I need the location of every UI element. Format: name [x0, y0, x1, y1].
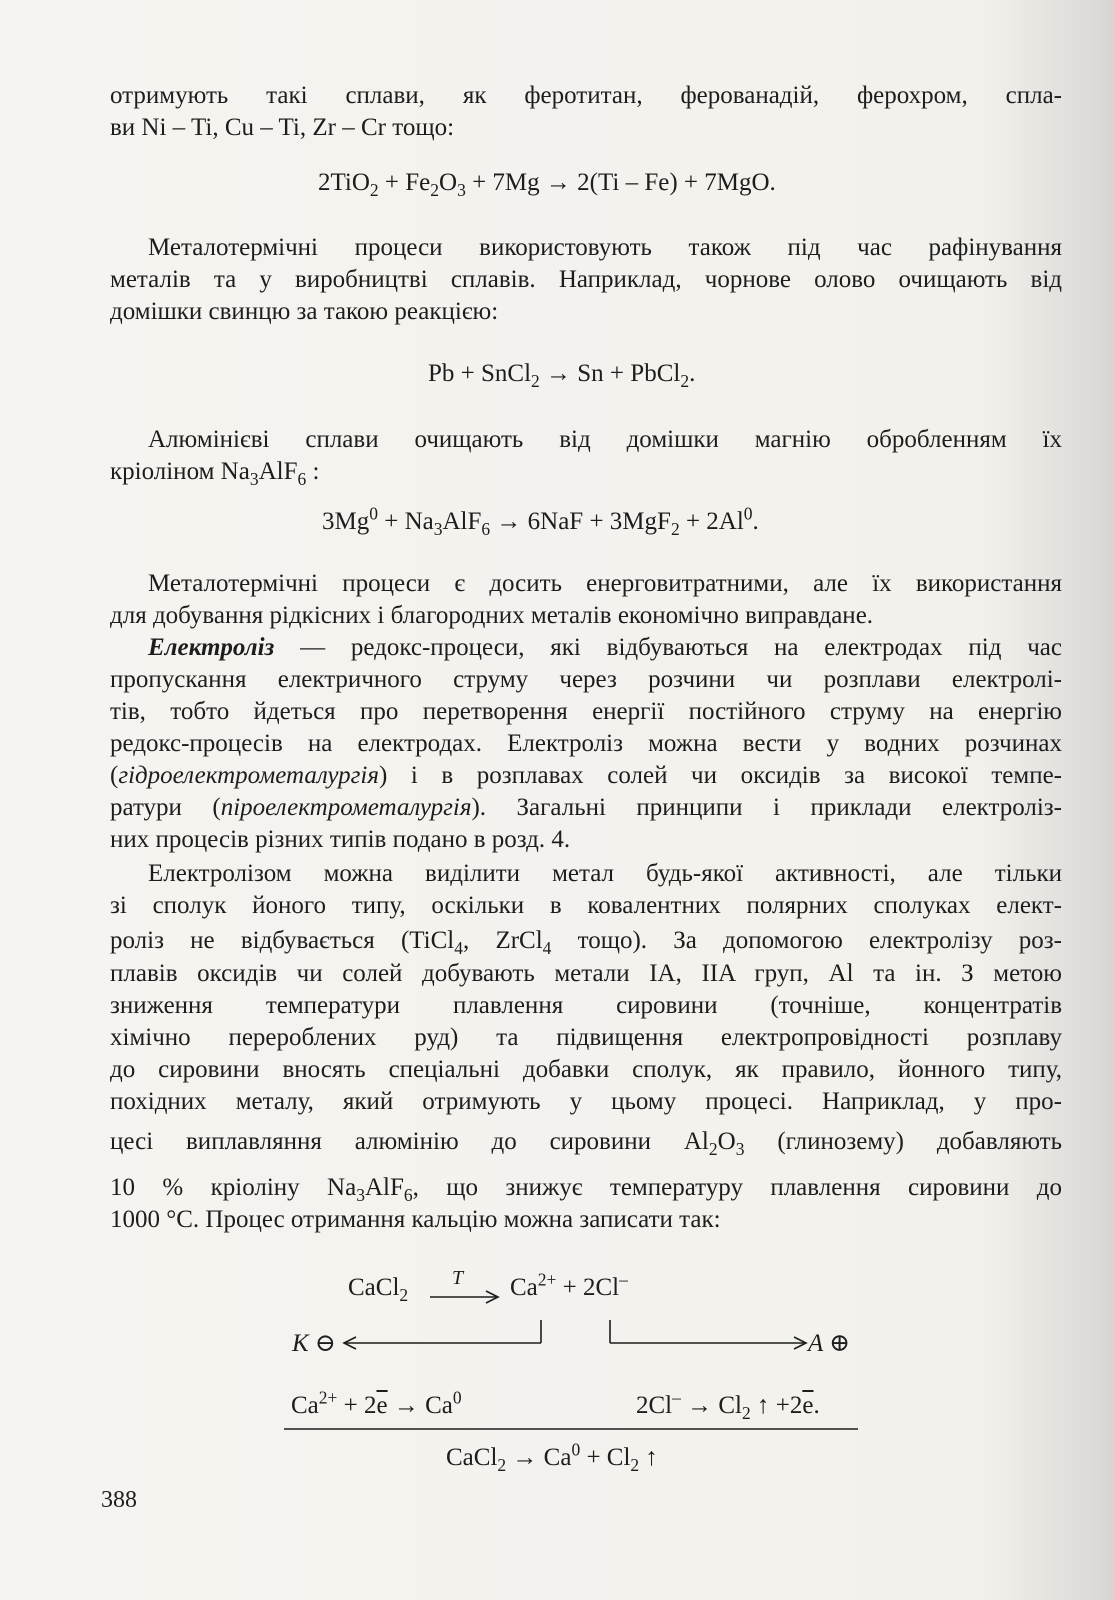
text-line: тів, тобто йдеться про перетворення енергії постійного струму на енергію	[110, 698, 1062, 725]
text-line: Металотермічні процеси є досить енерговитратними, але їх використання	[148, 570, 1062, 597]
equation-pb-sn: Pb + SnCl$_2$ → Sn + PbCl$_2$.	[428, 360, 696, 392]
text-line: Електроліз — редокс-процеси, які відбуваються на електродах під час	[148, 634, 1062, 661]
scheme-top-products: $Ca^{2+} + 2Cl^-$	[510, 1269, 628, 1301]
text-line: редокс-процесів на електродах. Електроліз можна вести у водних розчинах	[110, 730, 1062, 757]
text-line: отримують такі сплави, як феротитан, ферованадій, ферохром, спла-	[110, 82, 1062, 109]
text-line: ви Ni – Ti, Cu – Ti, Zr – Cr тощо:	[110, 114, 455, 141]
page-number: 388	[101, 1487, 137, 1513]
equation-mg-cryolite: $3Mg^0 + Na_3AlF_6 \to 6NaF + 3MgF_2 + 2Al^0$.	[322, 503, 759, 540]
scheme-top-formula: CaCl$_2$	[348, 1274, 409, 1306]
text-line: похідних металу, який отримують у цьому процесі. Наприклад, у про-	[110, 1088, 1062, 1115]
text-line: пропускання електричного струму через розчини чи розплави електролі-	[110, 666, 1062, 693]
text-line: (гідроелектрометалургія) і в розплавах солей чи оксидів за високої темпе-	[110, 762, 1062, 789]
text-line: них процесів різних типів подано в розд. 4.	[110, 826, 571, 853]
text-line: цесі виплавляння алюмінію до сировини $Al_2O_3$ (глинозему) добавляють	[110, 1128, 1062, 1160]
text-line: 1000 °С. Процес отримання кальцію можна записати так:	[110, 1206, 721, 1233]
anode-label: A ⊕	[808, 1330, 851, 1357]
text-line: Електролізом можна виділити метал будь-якої активності, але тільки	[148, 860, 1062, 887]
text-line: до сировини вносять спеціальні добавки сполук, як правило, йонного типу,	[110, 1056, 1062, 1083]
text-line: Металотермічні процеси використовують також під час рафінування	[148, 234, 1062, 261]
text-line: роліз не відбувається (TiCl$_4$, ZrCl$_4$ тощо). За допомогою електролізу роз-	[110, 927, 1062, 959]
text-line: зниження температури плавлення сировини (точніше, концентратів	[110, 992, 1062, 1019]
text-line: ратури (піроелектрометалургія). Загальні принципи і приклади електроліз-	[110, 794, 1063, 821]
text-line: Алюмінієві сплави очищають від домішки магнію обробленням їх	[148, 426, 1062, 453]
anode-half-reaction: $2Cl^- \to Cl_2$ ↑ $+2\overline{e}$.	[636, 1387, 820, 1424]
equation-ti-fe: $2TiO_2 + Fe_2O_3 + 7Mg \to 2(Ti - Fe) + 7MgO$.	[318, 169, 776, 201]
text-line: кріоліном $Na_3AlF_6$ :	[110, 458, 320, 490]
text-line: для добування рідкісних і благородних металів економічно виправдане.	[110, 602, 874, 629]
text-line: металів та у виробництві сплавів. Наприклад, чорнове олово очищають від	[110, 266, 1062, 293]
text-line: домішки свинцю за такою реакцією:	[110, 298, 499, 325]
cathode-half-reaction: $Ca^{2+} + 2\overline{e} \to Ca^0$	[291, 1387, 462, 1419]
term-electrolysis: Електроліз	[148, 634, 275, 661]
text-line: зі сполук йоного типу, оскільки в ковалентних полярних сполуках елект-	[110, 892, 1062, 919]
text-line: хімічно перероблених руд) та підвищення електропровідності розплаву	[110, 1024, 1062, 1051]
text-line: 10 % кріоліну $Na_3AlF_6$, що знижує температуру плавлення сировини до	[110, 1174, 1062, 1206]
scheme-arrow-label: T	[452, 1267, 464, 1289]
text-line: плавів оксидів чи солей добувають метали IA, IIA груп, Al та ін. З метою	[110, 960, 1062, 987]
cathode-label: K ⊖	[292, 1330, 336, 1357]
overall-reaction: CaCl$_2$ → $Ca^0 + Cl_2$ ↑	[446, 1439, 658, 1476]
